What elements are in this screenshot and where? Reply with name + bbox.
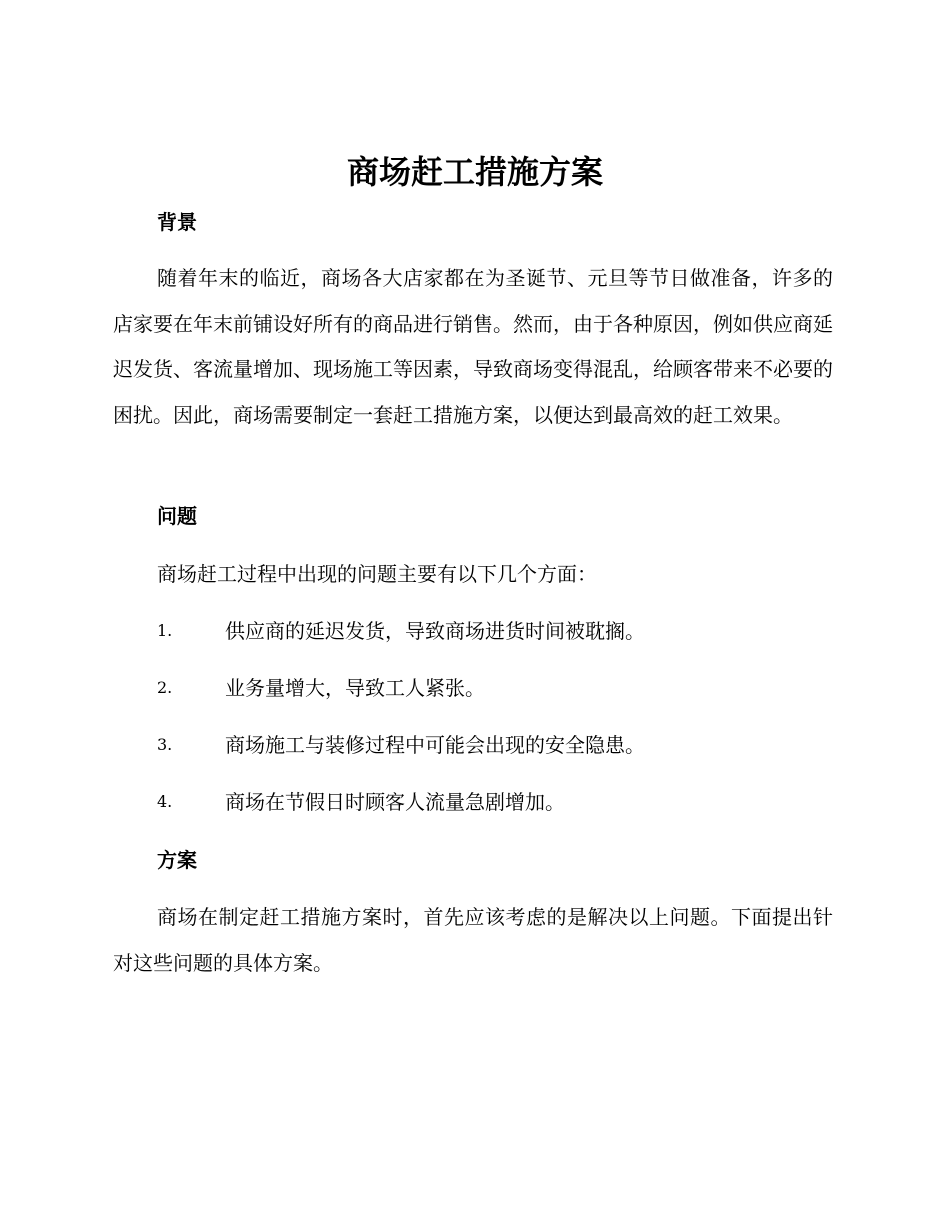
list-item-number: 3. [157, 735, 173, 754]
section-heading-plan: 方案 [157, 848, 197, 872]
list-item [157, 674, 837, 702]
list-item-number: 4. [157, 792, 173, 811]
list-item-text: 商场施工与装修过程中可能会出现的安全隐患。 [225, 733, 645, 757]
list-item-number: 1. [157, 621, 173, 640]
list-item-number: 2. [157, 678, 173, 697]
list-item [157, 617, 837, 645]
list-item-text: 商场在节假日时顾客人流量急剧增加。 [225, 790, 565, 814]
section-heading-problems: 问题 [157, 504, 197, 528]
list-item-text: 业务量增大，导致工人紧张。 [225, 676, 485, 700]
plan-paragraph: 商场在制定赶工措施方案时，首先应该考虑的是解决以上问题。下面提出针对这些问题的具体方案。 [113, 905, 833, 975]
list-item-text: 供应商的延迟发货，导致商场进货时间被耽搁。 [225, 619, 645, 643]
list-item [157, 788, 837, 816]
background-paragraph: 随着年末的临近，商场各大店家都在为圣诞节、元旦等节日做准备，许多的店家要在年末前铺设好所有的商品进行销售。然而，由于各种原因，例如供应商延迟发货、客流量增加、现场施工等因素，导致商场变得混乱，给顾客带来不必要的困扰。因此，商场需要制定一套赶工措施方案，以便达到最高效的赶工效果。 [113, 266, 833, 427]
problems-intro: 商场赶工过程中出现的问题主要有以下几个方面： [157, 562, 597, 586]
list-item [157, 731, 837, 759]
document-title: 商场赶工措施方案 [346, 153, 603, 191]
section-heading-background: 背景 [157, 210, 197, 234]
